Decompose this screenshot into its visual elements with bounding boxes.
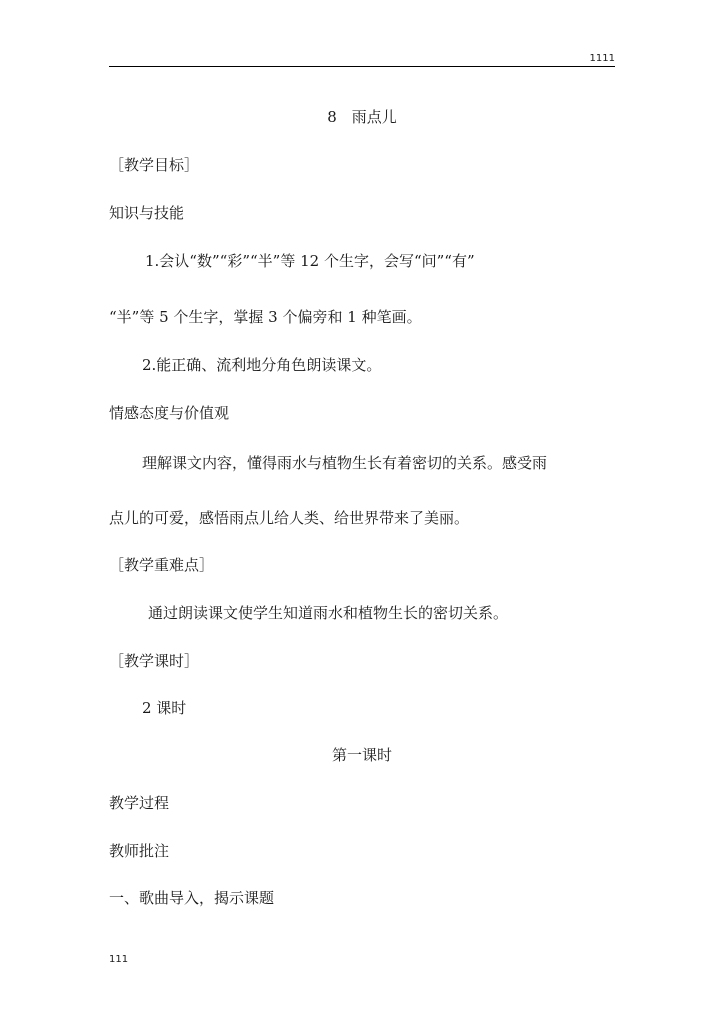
first-lesson-title: 第一课时 [331,746,392,764]
knowledge-item-2: 2.能正确、流利地分角色朗读课文。 [142,356,382,374]
emotion-heading: 情感态度与价值观 [109,404,230,422]
keypoints-heading: ［教学重难点］ [109,556,215,574]
emotion-line-2: 点儿的可爱，感悟雨点儿给人类、给世界带来了美丽。 [109,509,470,527]
hours-text: 2 课时 [142,699,187,717]
teacher-notes-heading: 教师批注 [109,842,170,860]
header-page-number: 1111 [589,53,615,64]
knowledge-item-1-line-2: “半”等 5 个生字，掌握 3 个偏旁和 1 种笔画。 [109,308,422,326]
emotion-line-1: 理解课文内容，懂得雨水与植物生长有着密切的关系。感受雨 [142,454,548,472]
header-rule [109,66,615,67]
knowledge-item-1-line-1: 1.会认“数”“彩”“半”等 12 个生字，会写“问”“有” [145,252,475,270]
footer-page-number: 111 [109,954,129,965]
lesson-title: 8 雨点儿 [327,108,397,126]
step-1-heading: 一、歌曲导入，揭示课题 [109,889,275,907]
process-heading: 教学过程 [109,794,170,812]
knowledge-heading: 知识与技能 [109,204,185,222]
hours-heading: ［教学课时］ [109,652,200,670]
keypoints-text: 通过朗读课文使学生知道雨水和植物生长的密切关系。 [148,604,509,622]
objectives-heading: ［教学目标］ [109,156,200,174]
